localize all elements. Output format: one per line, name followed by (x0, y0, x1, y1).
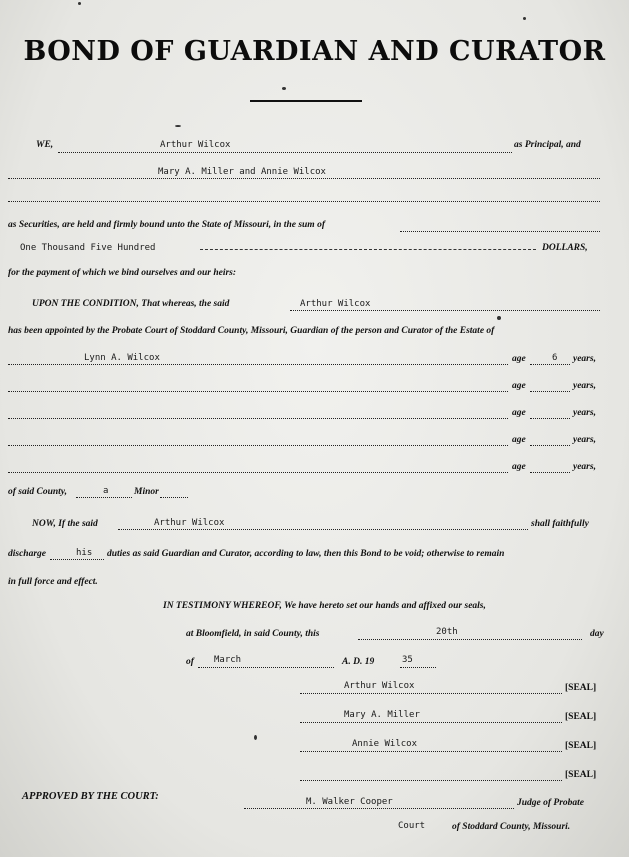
signature-line (300, 751, 562, 752)
sureties-line (8, 178, 600, 179)
full-force-text: in full force and effect. (8, 577, 98, 587)
principal-label: as Principal, and (514, 140, 581, 150)
age-value: 6 (552, 353, 558, 363)
scan-speck (254, 735, 257, 740)
years-label: years, (573, 462, 596, 472)
discharge-text: duties as said Guardian and Curator, according to law, then this Bond to be void; otherwise to remain (107, 549, 505, 559)
payment-text: for the payment of which we bind ourselves and our heirs: (8, 268, 237, 278)
bond-amount: One Thousand Five Hundred (20, 243, 156, 253)
principal-name: Arthur Wilcox (160, 140, 231, 150)
dollars-label: DOLLARS, (542, 243, 588, 253)
condition-text: UPON THE CONDITION, That whereas, the said (32, 299, 230, 309)
we-label: WE, (36, 140, 54, 150)
years-label: years, (573, 408, 596, 418)
day-value: 20th (436, 627, 458, 637)
signature-name: Mary A. Miller (344, 710, 420, 720)
county-value: a (103, 486, 109, 496)
court-label: Court (398, 821, 426, 831)
now-line (118, 529, 528, 530)
judge-name: M. Walker Cooper (306, 797, 393, 807)
year-value: 35 (402, 655, 413, 665)
age-label: age (512, 354, 526, 364)
minor-label: Minor (134, 487, 159, 497)
day-line (358, 639, 582, 640)
scan-speck (175, 125, 181, 127)
approved-label: APPROVED BY THE COURT: (22, 791, 159, 802)
age-label: age (512, 462, 526, 472)
sum-line (400, 231, 600, 232)
minor-name-line (8, 472, 508, 473)
principal-line (58, 152, 512, 153)
years-label: years, (573, 354, 596, 364)
year-line (400, 667, 436, 668)
scan-speck (523, 17, 526, 20)
discharge-label: discharge (8, 549, 46, 559)
scan-speck (282, 87, 286, 90)
signature-name: Arthur Wilcox (344, 681, 415, 691)
seal-label: [SEAL] (565, 712, 597, 722)
age-line (530, 391, 570, 392)
judge-title: Judge of Probate (517, 798, 585, 808)
county-label: of said County, (8, 487, 68, 497)
discharge-pronoun: his (76, 548, 93, 558)
age-line (530, 445, 570, 446)
securities-text: as Securities, are held and firmly bound unto the State of Missouri, in the sum of (8, 220, 325, 230)
document-title: BOND OF GUARDIAN AND CURATOR (23, 36, 606, 67)
scan-speck (78, 2, 81, 5)
of-label: of (186, 657, 194, 667)
age-label: age (512, 435, 526, 445)
signature-line (300, 780, 562, 781)
seal-label: [SEAL] (565, 741, 597, 751)
faithfully-label: shall faithfully (531, 519, 589, 529)
minor-line (160, 497, 188, 498)
minor-name-line (8, 418, 508, 419)
appointed-text: has been appointed by the Probate Court of Stoddard County, Missouri, Guardian of the person and Curator of the Estate of (8, 326, 495, 336)
age-line (530, 418, 570, 419)
age-line (530, 472, 570, 473)
now-name: Arthur Wilcox (154, 518, 225, 528)
age-label: age (512, 381, 526, 391)
month-line (198, 667, 334, 668)
signature-line (300, 722, 562, 723)
place-text: at Bloomfield, in said County, this (186, 629, 320, 639)
years-label: years, (573, 381, 596, 391)
minor-name-line (8, 445, 508, 446)
years-label: years, (573, 435, 596, 445)
condition-name: Arthur Wilcox (300, 299, 371, 309)
sureties-line-2 (8, 201, 600, 202)
day-label: day (590, 629, 604, 639)
signature-line (300, 693, 562, 694)
condition-line (290, 310, 600, 311)
now-text: NOW, If the said (32, 519, 98, 529)
month-value: March (214, 655, 242, 665)
county-name: of Stoddard County, Missouri. (452, 822, 571, 832)
scan-speck (497, 316, 501, 320)
ad-label: A. D. 19 (342, 657, 375, 667)
signature-name: Annie Wilcox (352, 739, 418, 749)
testimony-text: IN TESTIMONY WHEREOF, We have hereto set our hands and affixed our seals, (163, 601, 486, 611)
minor-name-line (8, 364, 508, 365)
age-label: age (512, 408, 526, 418)
pronoun-line (50, 559, 104, 560)
minor-name: Lynn A. Wilcox (84, 353, 160, 363)
county-line (76, 497, 132, 498)
seal-label: [SEAL] (565, 683, 597, 693)
judge-line (244, 808, 514, 809)
minor-name-line (8, 391, 508, 392)
sureties-names: Mary A. Miller and Annie Wilcox (158, 167, 326, 177)
seal-label: [SEAL] (565, 770, 597, 780)
age-line (530, 364, 570, 365)
amount-dash-line (200, 249, 536, 250)
title-underline (250, 100, 362, 102)
